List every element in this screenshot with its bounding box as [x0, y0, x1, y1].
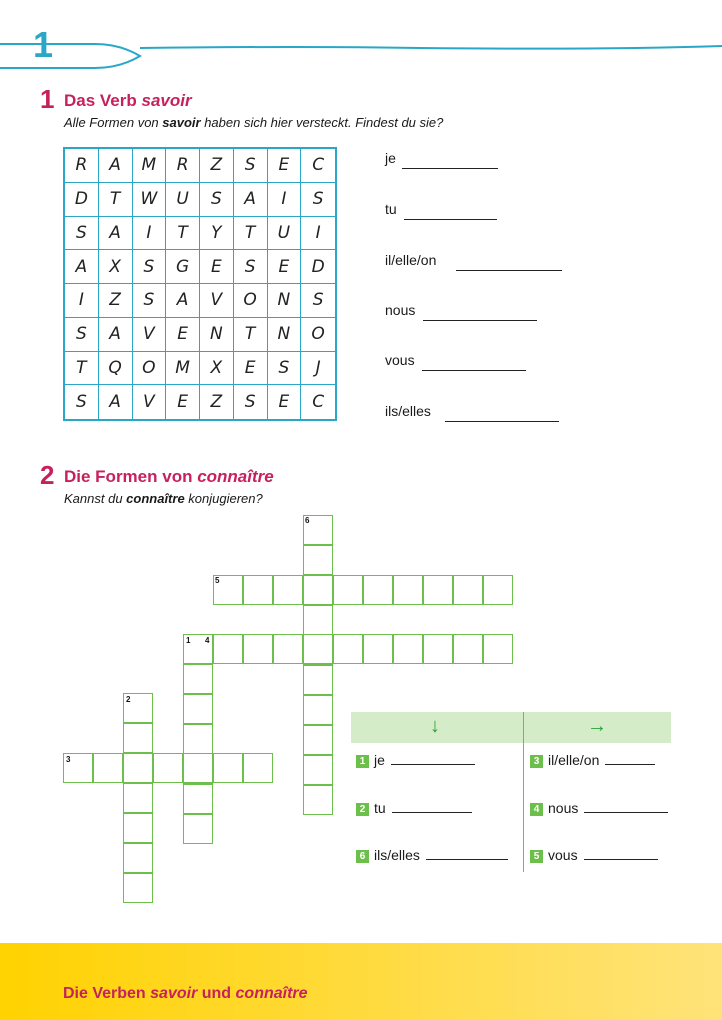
down-arrow-icon: ↓: [430, 715, 440, 737]
word-search-cell[interactable]: Y: [200, 217, 234, 251]
word-search-cell[interactable]: Z: [200, 385, 234, 419]
crossword-cell[interactable]: [393, 634, 423, 664]
crossword-cell[interactable]: [123, 813, 153, 843]
crossword-cell[interactable]: [303, 575, 333, 605]
word-search-cell[interactable]: Z: [200, 149, 234, 183]
answer-line[interactable]: [392, 812, 472, 813]
clue-number-badge: 4: [530, 803, 543, 816]
word-search-cell[interactable]: O: [234, 284, 268, 318]
answer-line[interactable]: [426, 859, 508, 860]
crossword-cell[interactable]: [123, 723, 153, 753]
page-number: 1: [33, 24, 54, 65]
crossword-cell[interactable]: [303, 634, 333, 664]
word-search-cell[interactable]: E: [234, 352, 268, 386]
crossword-cell[interactable]: [153, 753, 183, 783]
pronoun-label: je: [385, 150, 396, 166]
word-search-cell[interactable]: A: [99, 149, 133, 183]
crossword-cell[interactable]: [183, 814, 213, 844]
word-search-cell[interactable]: T: [65, 352, 99, 386]
crossword-cell[interactable]: [243, 575, 273, 605]
word-search-cell[interactable]: T: [166, 217, 200, 251]
crossword-cell[interactable]: [303, 605, 333, 635]
word-search-cell[interactable]: T: [234, 318, 268, 352]
pronoun-label: nous: [385, 302, 416, 318]
word-search-cell[interactable]: G: [166, 250, 200, 284]
crossword-cell[interactable]: [423, 634, 453, 664]
word-search-cell[interactable]: S: [234, 149, 268, 183]
word-search-cell[interactable]: E: [268, 250, 302, 284]
legend-row: [356, 847, 508, 863]
word-search-cell[interactable]: S: [65, 217, 99, 251]
crossword-cell[interactable]: [483, 634, 513, 664]
crossword-cell[interactable]: [393, 575, 423, 605]
legend-row: [530, 800, 668, 816]
exercise2-instruction: Kannst du connaître konjugieren?: [64, 491, 263, 506]
crossword-cell[interactable]: [303, 545, 333, 575]
crossword-cell[interactable]: [183, 753, 213, 783]
exercise1-title: Das Verb savoir: [64, 91, 192, 110]
word-search-cell[interactable]: S: [200, 183, 234, 217]
clue-number-badge: 2: [356, 803, 369, 816]
word-search-cell[interactable]: O: [301, 318, 335, 352]
pronoun-label: vous: [385, 352, 415, 368]
footer-title: Die Verben savoir und connaître: [63, 985, 308, 1002]
crossword-cell[interactable]: [123, 753, 153, 783]
legend-pronoun: vous: [548, 847, 578, 863]
answer-line[interactable]: [423, 320, 537, 321]
word-search-cell[interactable]: N: [200, 318, 234, 352]
word-search-cell[interactable]: I: [268, 183, 302, 217]
legend-header: [351, 712, 671, 743]
crossword-cell[interactable]: [363, 575, 393, 605]
crossword-cell[interactable]: [273, 575, 303, 605]
answer-line[interactable]: [445, 421, 559, 422]
crossword-cell[interactable]: [303, 785, 333, 815]
answer-line[interactable]: [584, 859, 658, 860]
crossword-cell[interactable]: [363, 634, 393, 664]
word-search-cell[interactable]: V: [133, 385, 167, 419]
legend-pronoun: tu: [374, 800, 386, 816]
crossword-cell[interactable]: [123, 873, 153, 903]
clue-number: 4: [205, 636, 210, 645]
word-search-cell[interactable]: Q: [99, 352, 133, 386]
word-search-cell[interactable]: V: [133, 318, 167, 352]
word-search-cell[interactable]: I: [133, 217, 167, 251]
word-search-cell[interactable]: T: [234, 217, 268, 251]
clue-number-badge: 6: [356, 850, 369, 863]
crossword-cell[interactable]: [303, 725, 333, 755]
crossword-cell[interactable]: [453, 634, 483, 664]
word-search-cell[interactable]: E: [166, 318, 200, 352]
word-search-cell[interactable]: N: [268, 284, 302, 318]
word-search-cell[interactable]: D: [65, 183, 99, 217]
answer-line[interactable]: [402, 168, 498, 169]
word-search-grid: [63, 147, 337, 421]
exercise2-title: Die Formen von connaître: [64, 467, 274, 486]
clue-number: 3: [66, 755, 71, 764]
legend-pronoun: nous: [548, 800, 579, 816]
legend-pronoun: je: [374, 752, 385, 768]
clue-number-badge: 1: [356, 755, 369, 768]
word-search-cell[interactable]: C: [301, 149, 335, 183]
word-search-cell[interactable]: A: [99, 318, 133, 352]
pronoun-label: ils/elles: [385, 403, 431, 419]
crossword-cell[interactable]: [123, 783, 153, 813]
word-search-cell[interactable]: X: [99, 250, 133, 284]
crossword-cell[interactable]: [333, 634, 363, 664]
answer-line[interactable]: [404, 219, 497, 220]
word-search-cell[interactable]: O: [133, 352, 167, 386]
clue-number: 2: [126, 695, 131, 704]
word-search-cell[interactable]: A: [166, 284, 200, 318]
exercise1-instruction: Alle Formen von savoir haben sich hier versteckt. Findest du sie?: [64, 115, 444, 130]
word-search-cell[interactable]: E: [268, 385, 302, 419]
word-search-cell[interactable]: N: [268, 318, 302, 352]
legend-pronoun: ils/elles: [374, 847, 420, 863]
crossword-cell[interactable]: [243, 753, 273, 783]
word-search-cell[interactable]: T: [99, 183, 133, 217]
pronoun-label: il/elle/on: [385, 252, 437, 268]
crossword-cell[interactable]: [453, 575, 483, 605]
word-search-cell[interactable]: U: [166, 183, 200, 217]
clue-number-badge: 5: [530, 850, 543, 863]
clue-number: 5: [215, 576, 220, 585]
word-search-cell[interactable]: S: [65, 385, 99, 419]
word-search-cell[interactable]: J: [301, 352, 335, 386]
word-search-cell[interactable]: S: [301, 284, 335, 318]
header-swoosh: [0, 20, 722, 75]
word-search-cell[interactable]: M: [166, 352, 200, 386]
word-search-cell[interactable]: I: [65, 284, 99, 318]
crossword-cell[interactable]: [303, 755, 333, 785]
answer-line[interactable]: [605, 764, 655, 765]
word-search-cell[interactable]: A: [99, 217, 133, 251]
word-search-cell[interactable]: X: [200, 352, 234, 386]
word-search-cell[interactable]: S: [234, 385, 268, 419]
crossword-cell[interactable]: [423, 575, 453, 605]
exercise2-number: 2: [40, 460, 55, 490]
word-search-cell[interactable]: S: [234, 250, 268, 284]
crossword-cell[interactable]: [243, 634, 273, 664]
clue-legend: [351, 712, 671, 872]
crossword-cell[interactable]: [213, 634, 243, 664]
exercise1-number: 1: [40, 84, 55, 114]
answer-line[interactable]: [391, 764, 475, 765]
word-search-cell[interactable]: U: [268, 217, 302, 251]
word-search-cell[interactable]: S: [65, 318, 99, 352]
clue-number-badge: 3: [530, 755, 543, 768]
word-search-cell[interactable]: W: [133, 183, 167, 217]
word-search-cell[interactable]: E: [268, 149, 302, 183]
crossword-cell[interactable]: [303, 695, 333, 725]
clue-number: 6: [305, 516, 310, 525]
word-search-cell[interactable]: C: [312, 392, 325, 413]
crossword-cell[interactable]: [183, 784, 213, 814]
crossword-cell[interactable]: [333, 575, 363, 605]
crossword-cell[interactable]: [213, 753, 243, 783]
pronoun-label: tu: [385, 201, 397, 217]
word-search-cell[interactable]: R: [65, 149, 99, 183]
crossword-cell[interactable]: [183, 664, 213, 694]
word-search-cell[interactable]: A: [99, 385, 133, 419]
word-search-cell[interactable]: R: [166, 149, 200, 183]
clue-number: 1: [186, 636, 191, 645]
legend-row: [356, 800, 472, 816]
word-search-cell[interactable]: Z: [99, 284, 133, 318]
word-search-cell[interactable]: E: [166, 385, 200, 419]
crossword-cell[interactable]: [183, 694, 213, 724]
legend-pronoun: il/elle/on: [548, 752, 600, 768]
word-search-cell[interactable]: I: [301, 217, 335, 251]
legend-row: [530, 847, 658, 863]
crossword-cell[interactable]: [93, 753, 123, 783]
crossword-cell[interactable]: [483, 575, 513, 605]
word-search-cell[interactable]: V: [200, 284, 234, 318]
across-arrow-icon: →: [587, 715, 607, 737]
crossword-cell[interactable]: [273, 634, 303, 664]
word-search-cell[interactable]: E: [200, 250, 234, 284]
word-search-cell[interactable]: S: [268, 352, 302, 386]
word-search-cell[interactable]: A: [65, 250, 99, 284]
legend-row: [530, 752, 655, 768]
answer-line[interactable]: [456, 270, 562, 271]
legend-row: [356, 752, 475, 768]
word-search-cell[interactable]: S: [301, 183, 335, 217]
legend-divider: [523, 712, 524, 872]
word-search-cell[interactable]: M: [133, 149, 167, 183]
crossword-cell[interactable]: [183, 724, 213, 754]
crossword-cell[interactable]: [123, 843, 153, 873]
word-search-cell[interactable]: S: [133, 284, 167, 318]
answer-line[interactable]: [422, 370, 526, 371]
word-search-cell[interactable]: A: [234, 183, 268, 217]
answer-line[interactable]: [584, 812, 668, 813]
crossword-cell[interactable]: [303, 665, 333, 695]
word-search-cell[interactable]: S: [133, 250, 167, 284]
word-search-cell[interactable]: D: [301, 250, 335, 284]
footer-band: [0, 943, 722, 1020]
